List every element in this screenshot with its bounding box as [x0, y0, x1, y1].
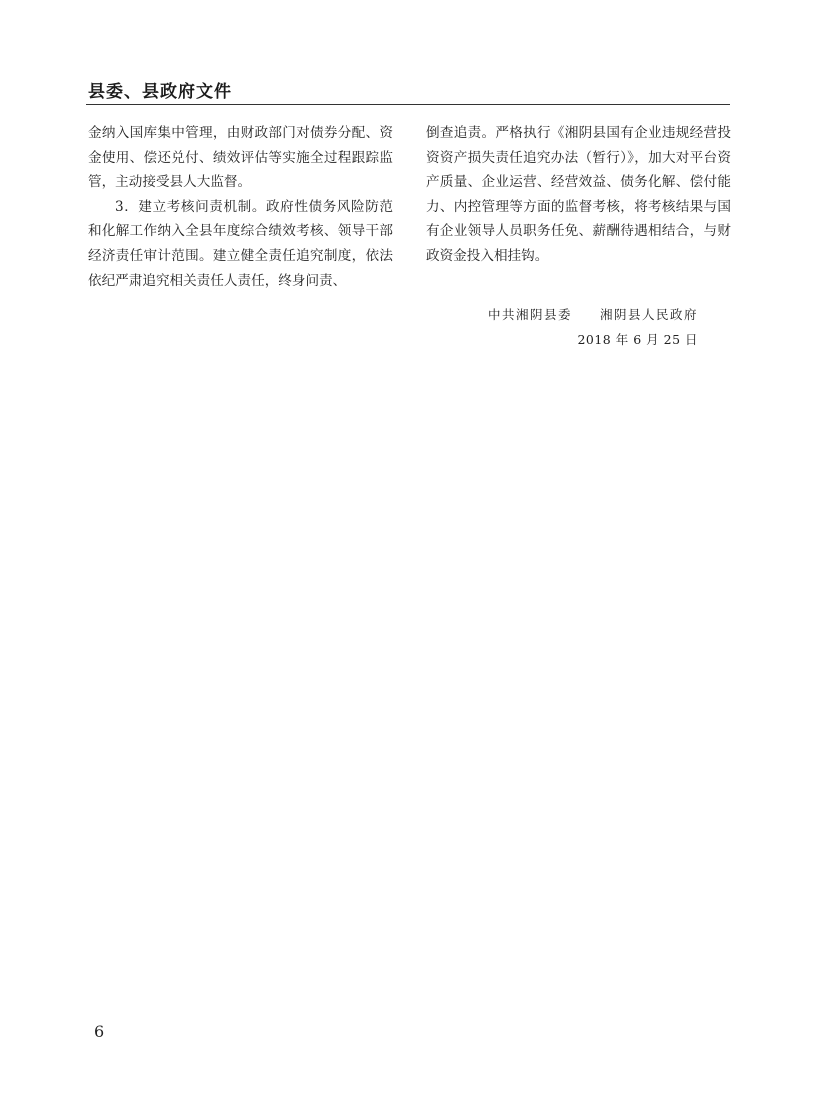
running-header-title: 县委、县政府文件 [88, 82, 232, 102]
left-text-column [88, 121, 393, 293]
page-number: 6 [94, 1022, 105, 1041]
paragraph-continuation: 金纳入国库集中管理，由财政部门对债券分配、资金使用、偿还兑付、绩效评估等实施全过程跟踪监管，主动接受县人大监督。 [88, 125, 393, 191]
header-divider [86, 104, 730, 105]
paragraph-accountability: 3．建立考核问责机制。政府性债务风险防范和化解工作纳入全县年度综合绩效考核、领导干部经济责任审计范围。建立健全责任追究制度，依法依纪严肃追究相关责任人责任，终身问责、 [88, 198, 393, 289]
paragraph-accountability-continued: 倒查追责。严格执行《湘阴县国有企业违规经营投资资产损失责任追究办法（暂行）》，加大对平台资产质量、企业运营、经营效益、债务化解、偿付能力、内控管理等方面的监督考核，将考核结果与国有企业领导人员职务任免、薪酬待遇相结合，与财政资金投入相挂钩。 [426, 125, 731, 264]
signature-party-committee: 中共湘阴县委 [487, 307, 572, 322]
right-text-column [426, 121, 731, 269]
signature-organizations [0, 305, 698, 323]
signature-date: 2018 年 6 月 25 日 [577, 332, 698, 347]
signature-county-government: 湘阴县人民政府 [599, 307, 698, 322]
